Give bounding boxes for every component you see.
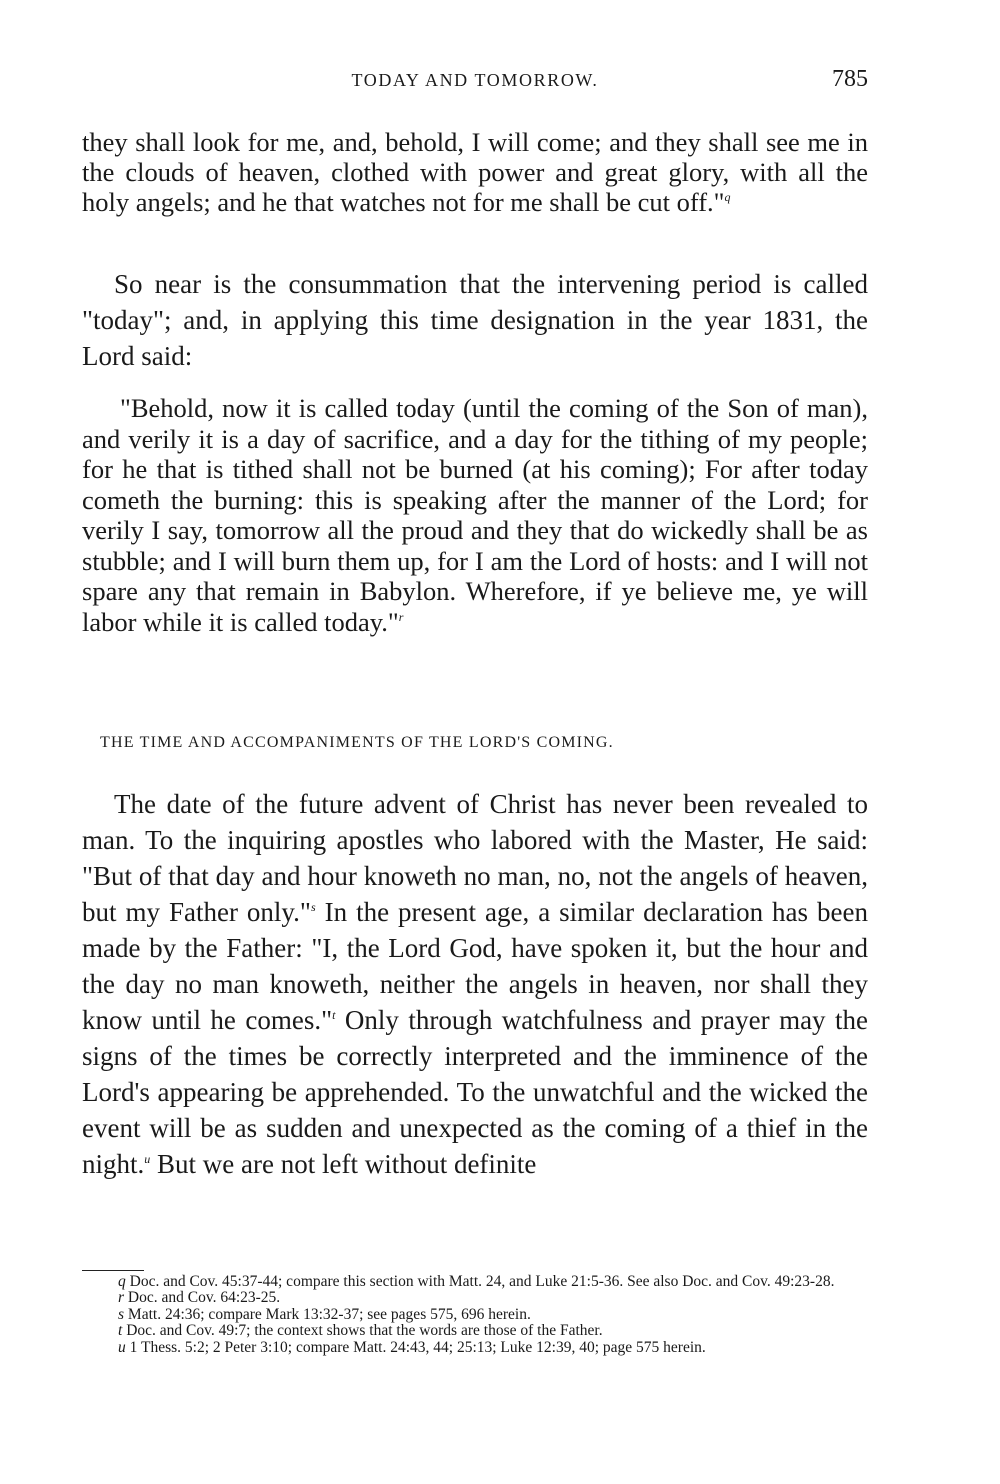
footnote-text: Doc. and Cov. 64:23-25.: [124, 1289, 281, 1307]
paragraph-consummation: So near is the consummation that the intervening period is called "today"; and, in applying this time designation in the year 1831, the Lord said:: [82, 269, 868, 371]
footnote-u: [82, 1340, 868, 1356]
paragraph-continuation: [82, 127, 868, 217]
footnote-ref-q: q: [724, 190, 731, 205]
footnote-q: [82, 1274, 868, 1290]
footnote-mark: q: [118, 1273, 126, 1290]
footnote-divider: [82, 1270, 144, 1271]
footnote-text: Doc. and Cov. 49:7; the context shows that the words are those of the Father.: [122, 1322, 603, 1340]
running-title: TODAY AND TOMORROW.: [351, 70, 599, 90]
footnote-s: [82, 1307, 868, 1323]
footnote-mark: s: [118, 1305, 125, 1323]
footnotes: [82, 1274, 868, 1356]
footnote-mark: t: [118, 1322, 123, 1340]
paragraph-text: they shall look for me, and, behold, I will come; and they shall see me in the clouds of heaven, clothed with power and great glory, with all the holy angels; and he that watches not for me shall be cut off.": [82, 127, 868, 217]
footnote-text: 1 Thess. 5:2; 2 Peter 3:10; compare Matt. 24:43, 44; 25:13; Luke 12:39, 40; page 575 herein.: [125, 1338, 706, 1356]
footnote-mark: r: [118, 1289, 125, 1307]
footnote-mark: u: [118, 1338, 126, 1356]
footnote-ref-t: t: [332, 1008, 336, 1022]
page-number: 785: [832, 66, 868, 92]
footnote-text: Matt. 24:36; compare Mark 13:32-37; see pages 575, 696 herein.: [124, 1305, 531, 1323]
section-heading: THE TIME AND ACCOMPANIMENTS OF THE LORD'S COMING.: [100, 734, 614, 751]
paragraph-text-part: The date of the future advent of Christ has never been revealed to man. To the inquiring apostles who labored with the Master, He said: "But of that day and hour knoweth no man, no, not the angels of heaven, but my Father only.": [82, 789, 868, 927]
footnote-t: [82, 1323, 868, 1339]
footnote-text: Doc. and Cov. 45:37-44; compare this section with Matt. 24, and Luke 21:5-36. See also Doc. and Cov. 49:23-28.: [125, 1273, 835, 1290]
paragraph-text-part: But we are not left without definite: [150, 1149, 537, 1179]
footnote-ref-s: s: [310, 900, 316, 914]
footnote-r: [82, 1290, 868, 1306]
footnote-ref-r: r: [398, 609, 404, 624]
footnote-ref-u: u: [144, 1152, 151, 1166]
paragraph-text-part: In the present age, a similar declaration has been made by the Father: "I, the Lord God, have spoken it, but the hour and the day no man knoweth, neither the angels in heaven, nor shall they know until he comes.": [82, 897, 868, 1035]
paragraph-advent: [82, 786, 868, 1182]
paragraph-text-part: Only through watchfulness and prayer may the signs of the times be correctly interpreted and the imminence of the Lord's appearing be apprehended. To the unwatchful and the wicked the event will be as sudden and unexpected as the coming of a thief in the night.: [82, 1005, 868, 1179]
running-head: [82, 66, 868, 96]
block-quote: [82, 393, 868, 637]
quote-text: "Behold, now it is called today (until the coming of the Son of man), and verily it is a day of sacrifice, and a day for the tithing of my people; for he that is tithed shall not be burned (at his coming); For after today cometh the burning: this is speaking after the manner of the Lord; for verily I say, tomorrow all the proud and they that do wickedly shall be as stubble; and I will burn them up, for I am the Lord of hosts: and I will not spare any that remain in Babylon. Wherefore, if ye believe me, ye will labor while it is called today.": [82, 393, 868, 637]
